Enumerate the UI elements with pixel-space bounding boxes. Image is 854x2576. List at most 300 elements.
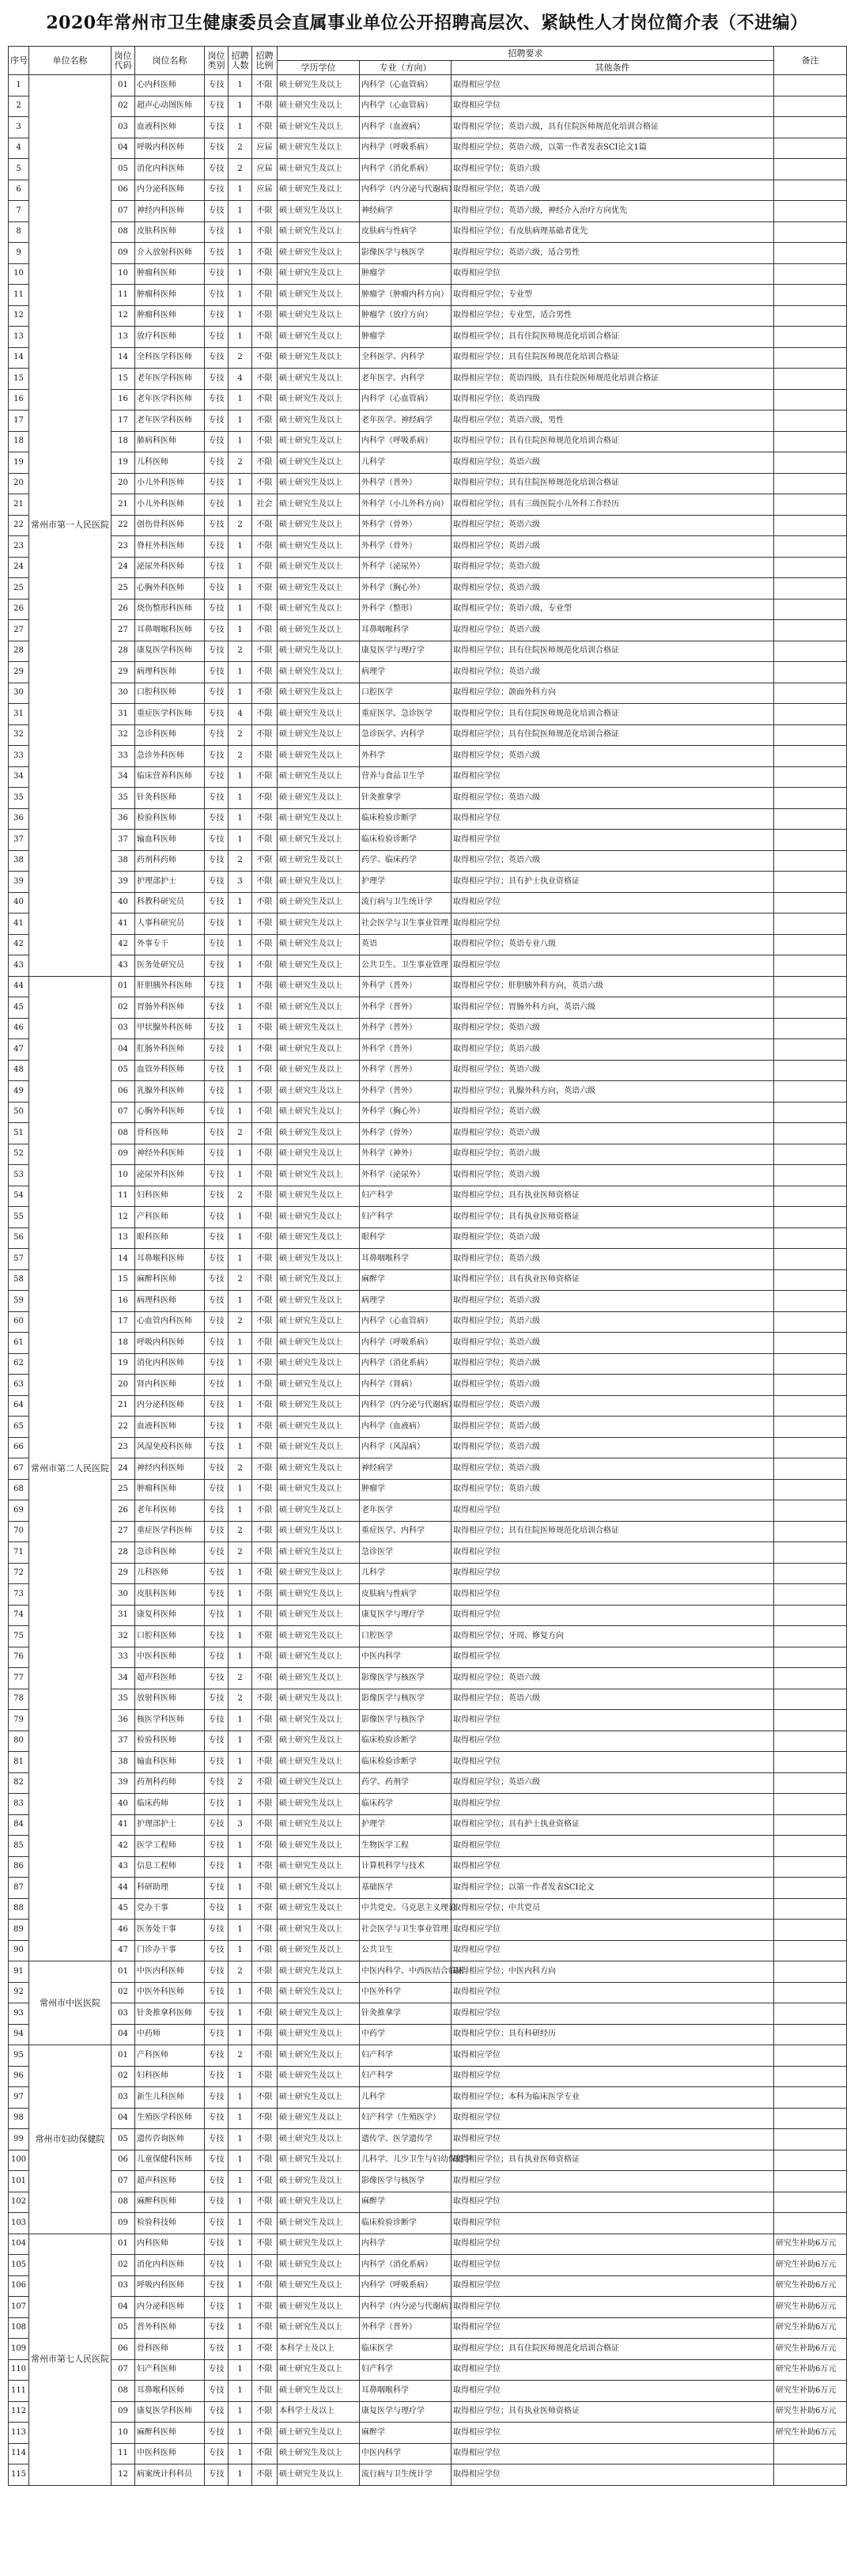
cell-major: 儿科学	[360, 2087, 452, 2109]
table-row	[9, 2423, 847, 2444]
cell-notes	[774, 410, 847, 432]
cell-other: 取得相应学位；英语四级，具有住院医师规范化培训合格证	[452, 369, 774, 390]
cell-category: 专技	[205, 410, 229, 432]
cell-major: 护理学	[360, 872, 452, 893]
cell-code: 02	[111, 2066, 135, 2087]
cell-major: 妇产科学	[360, 1186, 452, 1207]
cell-edu: 硕士研究生及以上	[278, 1165, 360, 1186]
cell-edu: 硕士研究生及以上	[278, 892, 360, 914]
cell-notes	[774, 1018, 847, 1039]
cell-major: 肿瘤学	[360, 263, 452, 285]
cell-other: 取得相应学位；英语六级	[452, 159, 774, 180]
cell-other: 取得相应学位；牙周、修复方向	[452, 1626, 774, 1647]
cell-category: 专技	[205, 431, 229, 452]
cell-other: 取得相应学位	[452, 1605, 774, 1626]
cell-ratio: 不限	[252, 976, 278, 997]
cell-notes	[774, 1395, 847, 1417]
cell-count: 1	[229, 1291, 252, 1312]
cell-seq: 46	[9, 1018, 29, 1039]
cell-seq: 72	[9, 1563, 29, 1584]
table-row	[9, 1123, 847, 1144]
cell-notes	[774, 872, 847, 893]
cell-count: 1	[229, 808, 252, 830]
cell-seq: 76	[9, 1647, 29, 1668]
cell-category: 专技	[205, 1668, 229, 1689]
cell-count: 3	[229, 872, 252, 893]
cell-post: 血管外科医师	[135, 1060, 205, 1081]
table-row	[9, 536, 847, 558]
cell-count: 1	[229, 620, 252, 641]
cell-major: 外科学（泌尿外）	[360, 1165, 452, 1186]
table-row	[9, 1626, 847, 1647]
cell-notes	[774, 599, 847, 620]
cell-major: 药学、药剂学	[360, 1772, 452, 1794]
cell-seq: 41	[9, 914, 29, 935]
cell-code: 40	[111, 892, 135, 914]
cell-notes	[774, 1920, 847, 1941]
cell-other: 取得相应学位；具有住院医师规范化培训合格证	[452, 431, 774, 452]
cell-code: 12	[111, 1207, 135, 1228]
cell-code: 35	[111, 1689, 135, 1710]
cell-edu: 硕士研究生及以上	[278, 221, 360, 243]
cell-major: 中医内科学	[360, 1647, 452, 1668]
table-row	[9, 2045, 847, 2067]
cell-post: 针灸推拿科医师	[135, 2003, 205, 2025]
cell-ratio: 不限	[252, 1940, 278, 1961]
cell-code: 08	[111, 221, 135, 243]
cell-post: 神经外科医师	[135, 1144, 205, 1165]
cell-other: 取得相应学位	[452, 96, 774, 117]
cell-category: 专技	[205, 1878, 229, 1899]
cell-count: 2	[229, 1123, 252, 1144]
cell-seq: 10	[9, 263, 29, 285]
cell-category: 专技	[205, 1689, 229, 1710]
cell-seq: 39	[9, 872, 29, 893]
cell-category: 专技	[205, 243, 229, 264]
cell-post: 麻醉科医师	[135, 2423, 205, 2444]
cell-notes	[774, 515, 847, 536]
cell-post: 药剂科药师	[135, 1772, 205, 1794]
cell-ratio: 不限	[252, 2464, 278, 2486]
cell-ratio: 不限	[252, 1395, 278, 1417]
cell-notes	[774, 1333, 847, 1354]
cell-seq: 66	[9, 1437, 29, 1458]
cell-code: 24	[111, 557, 135, 578]
table-row	[9, 1982, 847, 2003]
cell-notes: 研究生补助6万元	[774, 2234, 847, 2255]
cell-major: 内科学（血液病）	[360, 117, 452, 138]
cell-major: 临床医学	[360, 2339, 452, 2360]
cell-major: 内科学（内分泌与代谢病）	[360, 1395, 452, 1417]
cell-edu: 硕士研究生及以上	[278, 1626, 360, 1647]
cell-major: 麻醉学	[360, 2192, 452, 2213]
cell-code: 09	[111, 243, 135, 264]
cell-post: 消化内科医师	[135, 1353, 205, 1375]
cell-count: 1	[229, 2108, 252, 2129]
cell-code: 39	[111, 872, 135, 893]
cell-notes	[774, 2171, 847, 2192]
cell-major: 麻醉学	[360, 2423, 452, 2444]
cell-ratio: 不限	[252, 1417, 278, 1438]
cell-edu: 硕士研究生及以上	[278, 1081, 360, 1103]
cell-count: 1	[229, 1437, 252, 1458]
cell-major: 外科学（普外）	[360, 1018, 452, 1039]
cell-major: 影像医学与核医学	[360, 1689, 452, 1710]
cell-ratio: 不限	[252, 2317, 278, 2339]
cell-ratio: 不限	[252, 1500, 278, 1522]
cell-notes	[774, 2213, 847, 2234]
cell-other: 取得相应学位；英语六级	[452, 1039, 774, 1061]
cell-ratio: 不限	[252, 1311, 278, 1333]
cell-seq: 112	[9, 2401, 29, 2423]
cell-post: 神经内科医师	[135, 201, 205, 222]
cell-ratio: 不限	[252, 536, 278, 558]
cell-other: 取得相应学位；英语六级，以第一作者发表SCI论文1篇	[452, 138, 774, 159]
cell-other: 取得相应学位；英语六级	[452, 746, 774, 767]
table-row	[9, 138, 847, 159]
cell-major: 遗传学、医学遗传学	[360, 2129, 452, 2150]
cell-other: 取得相应学位；英语六级	[452, 578, 774, 600]
cell-category: 专技	[205, 2297, 229, 2318]
cell-count: 1	[229, 1353, 252, 1375]
table-row	[9, 1584, 847, 1606]
cell-code: 03	[111, 2275, 135, 2297]
cell-category: 专技	[205, 914, 229, 935]
cell-seq: 11	[9, 285, 29, 306]
cell-other: 取得相应学位；具有护士执业资格证	[452, 872, 774, 893]
cell-ratio: 不限	[252, 808, 278, 830]
cell-edu: 硕士研究生及以上	[278, 117, 360, 138]
cell-ratio: 不限	[252, 788, 278, 809]
cell-notes	[774, 117, 847, 138]
cell-major: 中共党史、马克思主义理论	[360, 1898, 452, 1920]
cell-notes	[774, 1752, 847, 1773]
table-row	[9, 724, 847, 746]
cell-other: 取得相应学位；具有住院医师规范化培训合格证	[452, 347, 774, 369]
cell-other: 取得相应学位；具有执业医师资格证	[452, 2150, 774, 2171]
cell-seq: 59	[9, 1291, 29, 1312]
cell-count: 1	[229, 1395, 252, 1417]
table-row	[9, 1060, 847, 1081]
cell-category: 专技	[205, 1353, 229, 1375]
cell-ratio: 不限	[252, 75, 278, 96]
cell-edu: 硕士研究生及以上	[278, 1039, 360, 1061]
cell-notes	[774, 452, 847, 474]
cell-notes	[774, 766, 847, 788]
cell-edu: 硕士研究生及以上	[278, 305, 360, 327]
cell-category: 专技	[205, 1731, 229, 1752]
cell-code: 08	[111, 2381, 135, 2402]
cell-ratio: 不限	[252, 201, 278, 222]
cell-category: 专技	[205, 1165, 229, 1186]
cell-post: 骨科医师	[135, 2339, 205, 2360]
table-row	[9, 1269, 847, 1291]
cell-count: 1	[229, 1165, 252, 1186]
cell-count: 2	[229, 1772, 252, 1794]
cell-code: 15	[111, 369, 135, 390]
cell-edu: 硕士研究生及以上	[278, 1102, 360, 1123]
cell-edu: 硕士研究生及以上	[278, 1207, 360, 1228]
cell-count: 1	[229, 955, 252, 977]
cell-post: 血液科医师	[135, 117, 205, 138]
table-row	[9, 2150, 847, 2171]
cell-count: 1	[229, 1018, 252, 1039]
cell-ratio: 不限	[252, 1186, 278, 1207]
cell-count: 1	[229, 494, 252, 516]
cell-major: 康复医学与理疗学	[360, 641, 452, 662]
cell-edu: 硕士研究生及以上	[278, 2464, 360, 2486]
cell-seq: 18	[9, 431, 29, 452]
cell-other: 取得相应学位	[452, 1856, 774, 1878]
cell-post: 普外科医师	[135, 2317, 205, 2339]
cell-count: 1	[229, 1039, 252, 1061]
cell-count: 1	[229, 788, 252, 809]
table-row	[9, 2171, 847, 2192]
cell-edu: 硕士研究生及以上	[278, 1437, 360, 1458]
cell-major: 康复医学与理疗学	[360, 2401, 452, 2423]
cell-post: 肿瘤科医师	[135, 285, 205, 306]
cell-other: 取得相应学位	[452, 2359, 774, 2381]
cell-code: 05	[111, 1060, 135, 1081]
cell-post: 药剂科药师	[135, 850, 205, 872]
cell-category: 专技	[205, 1772, 229, 1794]
header-seq: 序号	[9, 47, 29, 75]
cell-post: 党办干事	[135, 1898, 205, 1920]
cell-ratio: 不限	[252, 1772, 278, 1794]
cell-seq: 50	[9, 1102, 29, 1123]
cell-code: 16	[111, 389, 135, 410]
cell-notes	[774, 138, 847, 159]
cell-ratio: 不限	[252, 2401, 278, 2423]
cell-unit-name: 常州市第七人民医院	[29, 2234, 111, 2485]
cell-edu: 硕士研究生及以上	[278, 2045, 360, 2067]
cell-major: 外科学（普外）	[360, 2317, 452, 2339]
cell-ratio: 不限	[252, 2003, 278, 2025]
cell-seq: 2	[9, 96, 29, 117]
cell-count: 2	[229, 159, 252, 180]
cell-ratio: 不限	[252, 369, 278, 390]
cell-notes	[774, 2003, 847, 2025]
cell-other: 取得相应学位；英语六级	[452, 1227, 774, 1249]
table-row	[9, 1165, 847, 1186]
cell-count: 1	[229, 766, 252, 788]
cell-code: 38	[111, 850, 135, 872]
table-row	[9, 620, 847, 641]
cell-ratio: 不限	[252, 934, 278, 955]
cell-code: 10	[111, 1165, 135, 1186]
cell-ratio: 不限	[252, 2129, 278, 2150]
cell-edu: 硕士研究生及以上	[278, 327, 360, 348]
cell-count: 1	[229, 1563, 252, 1584]
cell-seq: 12	[9, 305, 29, 327]
cell-other: 取得相应学位；英语六级	[452, 1417, 774, 1438]
cell-post: 消化内科医师	[135, 2255, 205, 2276]
table-row	[9, 1353, 847, 1375]
table-row	[9, 1417, 847, 1438]
cell-category: 专技	[205, 1500, 229, 1522]
cell-other: 取得相应学位；中医内科方向	[452, 1961, 774, 1983]
cell-other: 取得相应学位	[452, 2317, 774, 2339]
cell-count: 3	[229, 1814, 252, 1836]
cell-edu: 硕士研究生及以上	[278, 2255, 360, 2276]
cell-edu: 硕士研究生及以上	[278, 1458, 360, 1480]
cell-post: 烧伤整形科医师	[135, 599, 205, 620]
table-row	[9, 1920, 847, 1941]
cell-post: 呼吸内科医师	[135, 1333, 205, 1354]
cell-edu: 硕士研究生及以上	[278, 2108, 360, 2129]
cell-edu: 硕士研究生及以上	[278, 1123, 360, 1144]
cell-code: 46	[111, 1920, 135, 1941]
cell-seq: 31	[9, 704, 29, 725]
cell-count: 2	[229, 452, 252, 474]
cell-category: 专技	[205, 1542, 229, 1564]
table-row	[9, 75, 847, 96]
cell-code: 29	[111, 1563, 135, 1584]
cell-seq: 43	[9, 955, 29, 977]
cell-code: 35	[111, 788, 135, 809]
cell-count: 1	[229, 1584, 252, 1606]
cell-edu: 硕士研究生及以上	[278, 914, 360, 935]
cell-count: 1	[229, 599, 252, 620]
cell-edu: 硕士研究生及以上	[278, 2213, 360, 2234]
cell-ratio: 不限	[252, 1752, 278, 1773]
table-row	[9, 662, 847, 683]
cell-seq: 108	[9, 2317, 29, 2339]
cell-seq: 4	[9, 138, 29, 159]
cell-other: 取得相应学位	[452, 1920, 774, 1941]
cell-major: 流行病与卫生统计学	[360, 892, 452, 914]
cell-category: 专技	[205, 850, 229, 872]
cell-code: 40	[111, 1794, 135, 1815]
cell-major: 皮肤病与性病学	[360, 221, 452, 243]
cell-post: 康复科医师	[135, 1605, 205, 1626]
cell-count: 2	[229, 850, 252, 872]
cell-code: 33	[111, 746, 135, 767]
cell-category: 专技	[205, 1920, 229, 1941]
cell-edu: 硕士研究生及以上	[278, 473, 360, 494]
cell-ratio: 不限	[252, 1836, 278, 1857]
cell-notes	[774, 1647, 847, 1668]
cell-post: 肛肠外科医师	[135, 1039, 205, 1061]
cell-seq: 9	[9, 243, 29, 264]
cell-code: 41	[111, 914, 135, 935]
cell-code: 06	[111, 2339, 135, 2360]
cell-code: 34	[111, 766, 135, 788]
cell-other: 取得相应学位	[452, 2381, 774, 2402]
cell-major: 外科学（普外）	[360, 1060, 452, 1081]
cell-edu: 硕士研究生及以上	[278, 1018, 360, 1039]
cell-edu: 硕士研究生及以上	[278, 410, 360, 432]
cell-other: 取得相应学位	[452, 2171, 774, 2192]
cell-seq: 32	[9, 724, 29, 746]
cell-post: 医学工程师	[135, 1836, 205, 1857]
cell-notes	[774, 431, 847, 452]
cell-major: 外科学（整形）	[360, 599, 452, 620]
cell-major: 儿科学	[360, 452, 452, 474]
cell-notes	[774, 1689, 847, 1710]
cell-code: 05	[111, 2317, 135, 2339]
cell-post: 老年医学科医师	[135, 410, 205, 432]
cell-category: 专技	[205, 1940, 229, 1961]
table-row	[9, 285, 847, 306]
cell-major: 老年医学、内科学	[360, 369, 452, 390]
cell-code: 04	[111, 2024, 135, 2045]
cell-count: 1	[229, 410, 252, 432]
cell-edu: 硕士研究生及以上	[278, 2192, 360, 2213]
cell-major: 老年医学	[360, 1500, 452, 1522]
cell-count: 2	[229, 515, 252, 536]
cell-major: 内科学（心血管病）	[360, 96, 452, 117]
cell-count: 1	[229, 1605, 252, 1626]
cell-notes	[774, 1375, 847, 1396]
cell-post: 儿科医师	[135, 1563, 205, 1584]
table-row	[9, 641, 847, 662]
cell-category: 专技	[205, 2150, 229, 2171]
cell-notes	[774, 1605, 847, 1626]
cell-category: 专技	[205, 2108, 229, 2129]
cell-category: 专技	[205, 1479, 229, 1500]
cell-count: 1	[229, 578, 252, 600]
cell-count: 1	[229, 1898, 252, 1920]
table-row	[9, 2339, 847, 2360]
cell-other: 取得相应学位；英语六级	[452, 1353, 774, 1375]
cell-count: 1	[229, 1479, 252, 1500]
cell-major: 外科学（骨外）	[360, 536, 452, 558]
cell-post: 科研助理	[135, 1878, 205, 1899]
cell-notes	[774, 180, 847, 201]
cell-major: 临床检验诊断学	[360, 1752, 452, 1773]
cell-seq: 113	[9, 2423, 29, 2444]
cell-category: 专技	[205, 159, 229, 180]
cell-other: 取得相应学位；具有住院医师规范化培训合格证	[452, 1521, 774, 1542]
cell-other: 取得相应学位；英语六级	[452, 662, 774, 683]
cell-post: 儿科医师	[135, 452, 205, 474]
cell-other: 取得相应学位；英语六级	[452, 1165, 774, 1186]
cell-code: 02	[111, 2255, 135, 2276]
cell-other: 取得相应学位；英语六级	[452, 1123, 774, 1144]
header-notes: 备注	[774, 47, 847, 75]
cell-other: 取得相应学位；胃肠外科方向，英语六级	[452, 997, 774, 1019]
cell-post: 全科医学科医师	[135, 347, 205, 369]
cell-category: 专技	[205, 892, 229, 914]
cell-seq: 35	[9, 788, 29, 809]
cell-edu: 硕士研究生及以上	[278, 263, 360, 285]
table-row	[9, 683, 847, 704]
cell-category: 专技	[205, 2443, 229, 2464]
cell-notes	[774, 347, 847, 369]
cell-major: 外科学（普外）	[360, 976, 452, 997]
cell-ratio: 不限	[252, 557, 278, 578]
cell-other: 取得相应学位	[452, 2066, 774, 2087]
cell-other: 取得相应学位；有皮肤病理基础者优先	[452, 221, 774, 243]
cell-major: 眼科学	[360, 1227, 452, 1249]
cell-major: 药学、临床药学	[360, 850, 452, 872]
cell-other: 取得相应学位；英语六级	[452, 1479, 774, 1500]
cell-edu: 硕士研究生及以上	[278, 285, 360, 306]
cell-unit-name: 常州市中医医院	[29, 1961, 111, 2045]
table-row	[9, 2464, 847, 2486]
cell-notes	[774, 1123, 847, 1144]
cell-notes	[774, 1584, 847, 1606]
table-row	[9, 1668, 847, 1689]
cell-other: 取得相应学位	[452, 1982, 774, 2003]
cell-other: 取得相应学位；英语专业八级	[452, 934, 774, 955]
table-row	[9, 1878, 847, 1899]
cell-post: 皮肤科医师	[135, 221, 205, 243]
cell-ratio: 不限	[252, 892, 278, 914]
cell-major: 生物医学工程	[360, 1836, 452, 1857]
cell-other: 取得相应学位	[452, 2192, 774, 2213]
